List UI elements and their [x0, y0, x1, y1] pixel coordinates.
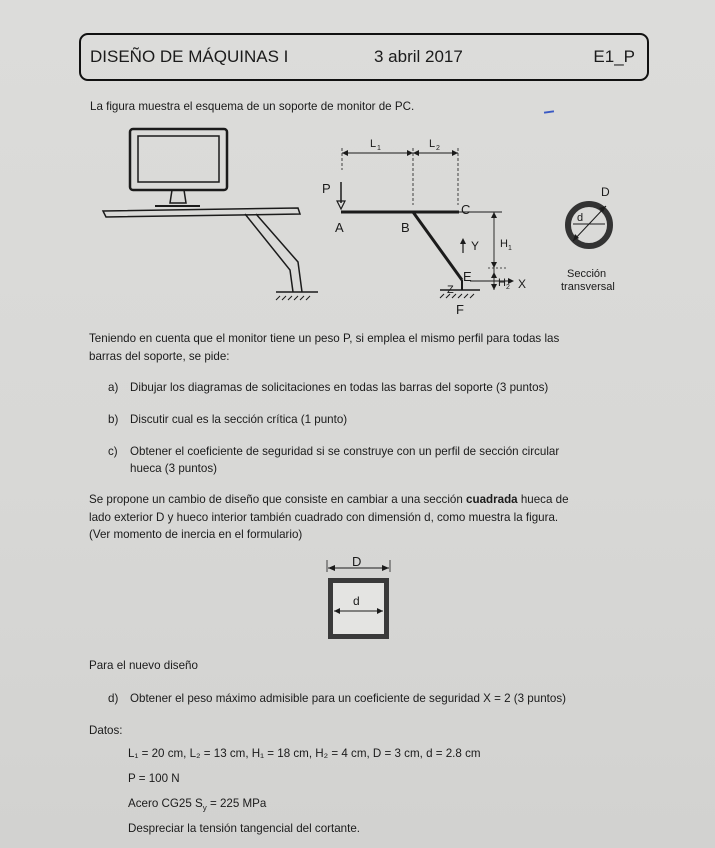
label-L1-sub: 1	[377, 145, 381, 152]
data-line-3-sub: y	[202, 803, 207, 813]
section-label-D: D	[601, 185, 610, 199]
label-F: F	[456, 302, 464, 317]
proposal-line-1-post: hueca de	[517, 493, 569, 506]
exam-date: 3 abril 2017	[374, 47, 463, 66]
data-line-3	[128, 795, 266, 817]
label-Y: Y	[471, 239, 480, 253]
label-L2: L	[429, 138, 436, 150]
data-line-3-post: = 225 MPa	[206, 797, 267, 810]
label-C: C	[461, 202, 471, 217]
label-L1: L	[370, 138, 377, 150]
section-caption-1: Sección	[567, 268, 607, 280]
data-line-1: L₁ = 20 cm, L₂ = 13 cm, H₁ = 18 cm, H₂ = 4 cm, D = 3 cm, d = 2.8 cm	[128, 747, 481, 760]
label-E: E	[463, 269, 472, 284]
label-B: B	[401, 220, 410, 235]
label-P: P	[322, 181, 331, 196]
question-a-text: Dibujar los diagramas de solicitaciones en todas las barras del soporte (3 puntos)	[130, 381, 549, 394]
data-line-2: P = 100 N	[128, 772, 180, 785]
label-H2-sub: 2	[506, 284, 510, 291]
question-d-letter: d)	[108, 692, 119, 705]
label-X: X	[518, 277, 527, 291]
course-title: DISEÑO DE MÁQUINAS I	[90, 47, 289, 66]
proposal-line-1-pre: Se propone un cambio de diseño que consiste en cambiar a una sección	[89, 493, 467, 506]
question-b-text: Discutir cual es la sección crítica (1 punto)	[130, 413, 348, 426]
question-c-text-1: Obtener el coeficiente de seguridad si se construye con un perfil de sección circular	[130, 445, 560, 458]
intro-text: La figura muestra el esquema de un soporte de monitor de PC.	[90, 100, 415, 113]
data-line-3-pre: Acero CG25 S	[128, 797, 203, 810]
question-d-text: Obtener el peso máximo admisible para un coeficiente de seguridad X = 2 (3 puntos)	[130, 692, 566, 705]
label-H2: H	[498, 277, 506, 289]
label-H1: H	[500, 238, 508, 250]
proposal-line-2: lado exterior D y hueco interior también cuadrado con dimensión d, como muestra la figura.	[89, 511, 559, 524]
question-c-letter: c)	[108, 445, 118, 458]
section-label-d: d	[577, 212, 584, 224]
label-Z: Z	[447, 284, 454, 296]
proposal-line-3: (Ver momento de inercia en el formulario)	[89, 528, 303, 541]
statement-line-2: barras del soporte, se pide:	[89, 350, 230, 363]
question-b-letter: b)	[108, 413, 119, 426]
square-label-d: d	[353, 594, 360, 608]
label-L2-sub: 2	[436, 145, 440, 152]
data-title: Datos:	[89, 724, 123, 737]
new-design-text: Para el nuevo diseño	[89, 659, 198, 672]
question-a-letter: a)	[108, 381, 119, 394]
question-c-text-2: hueca (3 puntos)	[130, 462, 218, 475]
data-line-4: Despreciar la tensión tangencial del cortante.	[128, 822, 361, 835]
square-label-D: D	[352, 554, 362, 569]
proposal-bold-word: cuadrada	[466, 493, 518, 506]
section-caption-2: transversal	[561, 281, 615, 293]
exam-code: E1_P	[593, 47, 635, 66]
label-H1-sub: 1	[508, 245, 512, 252]
statement-line-1: Teniendo en cuenta que el monitor tiene un peso P, si emplea el mismo perfil para todas las	[89, 332, 560, 345]
label-A: A	[335, 220, 344, 235]
